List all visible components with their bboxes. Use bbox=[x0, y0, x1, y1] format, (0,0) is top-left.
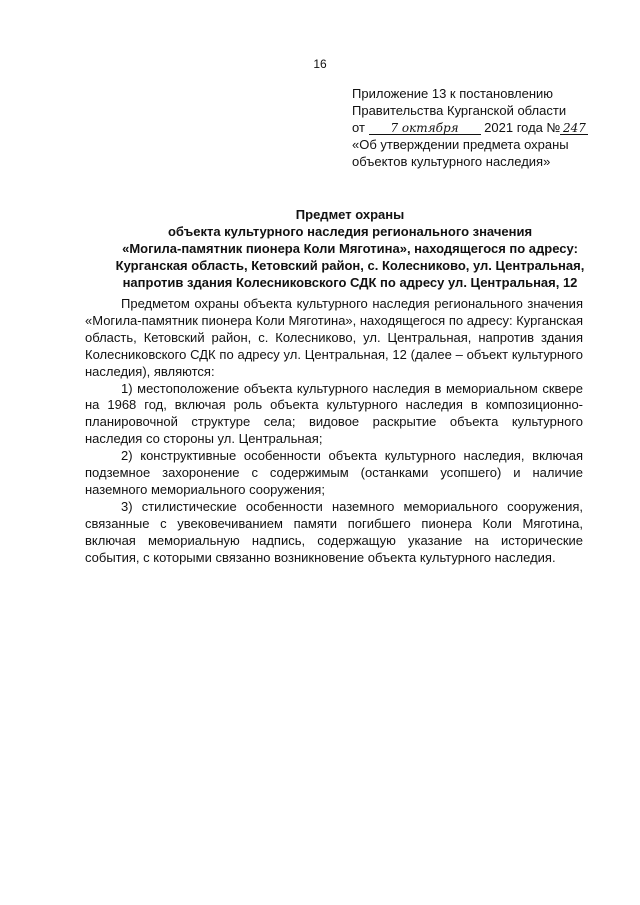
appendix-line-5: объектов культурного наследия» bbox=[352, 154, 551, 169]
title-line-2: объекта культурного наследия регионального значения bbox=[167, 224, 533, 239]
year-text: 2021 года № bbox=[484, 120, 561, 135]
page-number: 16 bbox=[313, 57, 327, 71]
document-title bbox=[70, 206, 630, 291]
title-line-4: Курганская область, Кетовский район, с. Колесниково, ул. Центральная, bbox=[115, 258, 585, 273]
title-line-1: Предмет охраны bbox=[295, 207, 405, 222]
title-line-5: напротив здания Колесниковского СДК по адресу ул. Центральная, 12 bbox=[122, 275, 578, 290]
list-item-3: 3) стилистические особенности наземного мемориального сооружения, связанные с увековечиванием памяти погибшего пионера Коли Мяготина, включая мемориальную надпись, содержащую указание на исторические события, с которыми связанно возникновение объекта культурного наследия. bbox=[85, 498, 583, 565]
title-line-3: «Могила-памятник пионера Коли Мяготина», находящегося по адресу: bbox=[122, 241, 578, 256]
intro-paragraph: Предметом охраны объекта культурного наследия регионального значения «Могила-памятник пионера Коли Мяготина», находящегося по адресу: Курганская область, Кетовский район, с. Колесниково, ул. Центральная, напротив здания Колесниковского СДК по адресу ул. Центральная, 12 (далее – объект культурного наследия), являются: bbox=[85, 296, 583, 379]
appendix-line-4: «Об утверждении предмета охраны bbox=[352, 137, 569, 152]
handwritten-date: 7 октября bbox=[369, 122, 481, 135]
appendix-line-1: Приложение 13 к постановлению bbox=[352, 86, 554, 101]
appendix-header bbox=[352, 85, 612, 170]
list-item-2: 2) конструктивные особенности объекта культурного наследия, включая подземное захоронение с содержимым (останками усопшего) и наличие наземного мемориального сооружения; bbox=[85, 448, 583, 497]
appendix-line-2: Правительства Курганской области bbox=[352, 103, 567, 118]
date-prefix: от bbox=[352, 120, 365, 135]
handwritten-number: 247 bbox=[560, 122, 588, 135]
list-item-1: 1) местоположение объекта культурного наследия в мемориальном сквере на 1968 год, включая роль объекта культурного наследия в композиционно-планировочной структуре села; видовое раскрытие объекта культурного наследия со стороны ул. Центральная; bbox=[85, 380, 583, 447]
document-body bbox=[85, 296, 583, 567]
appendix-date-line bbox=[352, 119, 612, 136]
